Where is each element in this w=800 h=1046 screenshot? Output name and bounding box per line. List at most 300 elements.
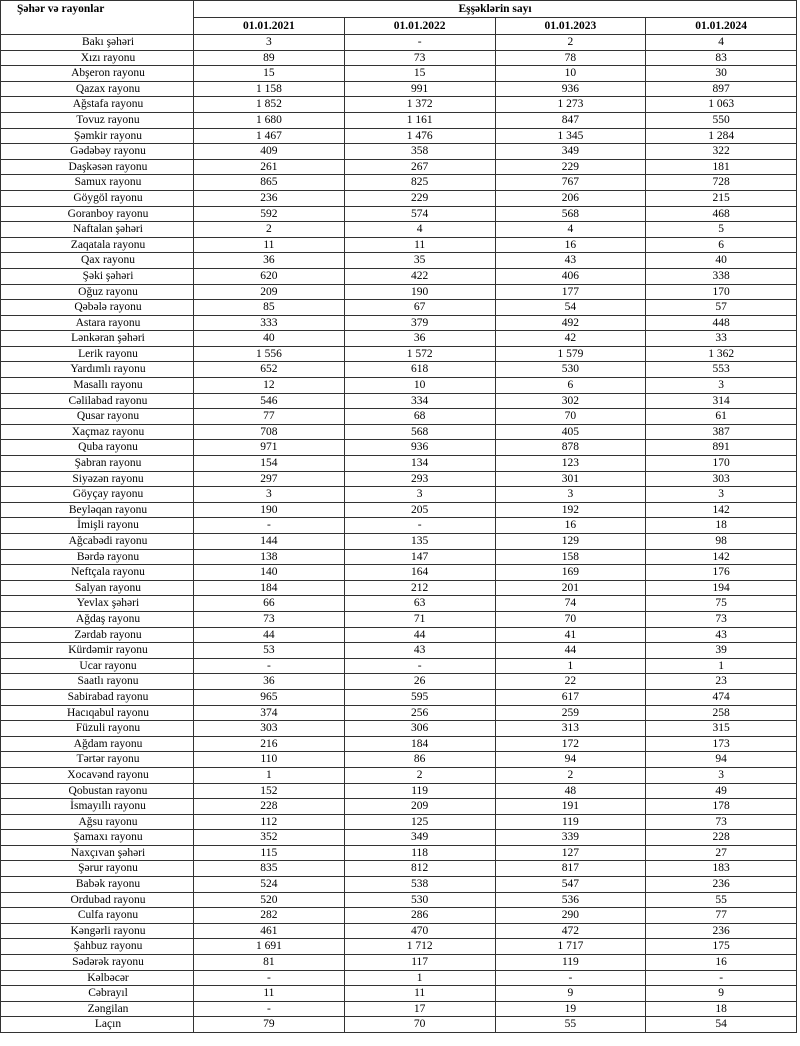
count-cell: 123 <box>495 456 646 472</box>
count-cell: 70 <box>344 1017 495 1033</box>
count-cell: 592 <box>194 206 345 222</box>
table-row <box>1 923 797 939</box>
region-name-cell: Saatlı rayonu <box>1 674 194 690</box>
count-cell: 236 <box>646 923 797 939</box>
count-cell: 991 <box>344 81 495 97</box>
count-cell: 30 <box>646 66 797 82</box>
count-cell: 11 <box>194 986 345 1002</box>
region-name-cell: Lənkəran şəhəri <box>1 331 194 347</box>
table-row <box>1 845 797 861</box>
count-cell: 1 <box>495 658 646 674</box>
count-cell: 339 <box>495 830 646 846</box>
count-cell: 119 <box>495 955 646 971</box>
count-cell: 468 <box>646 206 797 222</box>
table-row <box>1 440 797 456</box>
count-cell: 209 <box>344 799 495 815</box>
count-cell: - <box>344 518 495 534</box>
count-cell: 448 <box>646 315 797 331</box>
count-cell: 147 <box>344 549 495 565</box>
header-year: 01.01.2023 <box>495 18 646 35</box>
table-row <box>1 518 797 534</box>
region-name-cell: Şabran rayonu <box>1 456 194 472</box>
region-name-cell: Samux rayonu <box>1 175 194 191</box>
region-name-cell: Kəngərli rayonu <box>1 923 194 939</box>
count-cell: 3 <box>194 487 345 503</box>
count-cell: 33 <box>646 331 797 347</box>
count-cell: 574 <box>344 206 495 222</box>
count-cell: 73 <box>344 50 495 66</box>
count-cell: 936 <box>495 81 646 97</box>
region-name-cell: Qusar rayonu <box>1 409 194 425</box>
count-cell: 177 <box>495 284 646 300</box>
count-cell: 2 <box>495 35 646 51</box>
count-cell: - <box>194 1001 345 1017</box>
count-cell: 236 <box>646 877 797 893</box>
region-name-cell: Xocavənd rayonu <box>1 767 194 783</box>
region-name-cell: Cəlilabad rayonu <box>1 393 194 409</box>
count-cell: 43 <box>344 643 495 659</box>
count-cell: 184 <box>344 736 495 752</box>
table-row <box>1 268 797 284</box>
count-cell: 322 <box>646 144 797 160</box>
count-cell: 1 467 <box>194 128 345 144</box>
table-row <box>1 315 797 331</box>
table-row <box>1 783 797 799</box>
count-cell: 524 <box>194 877 345 893</box>
count-cell: 334 <box>344 393 495 409</box>
count-cell: 170 <box>646 456 797 472</box>
region-name-cell: Şəmkir rayonu <box>1 128 194 144</box>
region-name-cell: Ucar rayonu <box>1 658 194 674</box>
count-cell: 112 <box>194 814 345 830</box>
table-row <box>1 658 797 674</box>
count-cell: 79 <box>194 1017 345 1033</box>
count-cell: 536 <box>495 892 646 908</box>
count-cell: 259 <box>495 705 646 721</box>
count-cell: 261 <box>194 159 345 175</box>
count-cell: 6 <box>495 378 646 394</box>
table-row <box>1 300 797 316</box>
region-name-cell: Şahbuz rayonu <box>1 939 194 955</box>
table-row <box>1 487 797 503</box>
region-name-cell: Yevlax şəhəri <box>1 596 194 612</box>
region-name-cell: Xızı rayonu <box>1 50 194 66</box>
count-cell: 286 <box>344 908 495 924</box>
count-cell: 26 <box>344 674 495 690</box>
region-name-cell: Ağdaş rayonu <box>1 611 194 627</box>
count-cell: 618 <box>344 362 495 378</box>
count-cell: 547 <box>495 877 646 893</box>
count-cell: 595 <box>344 689 495 705</box>
table-row <box>1 409 797 425</box>
region-name-cell: Göyçay rayonu <box>1 487 194 503</box>
region-name-cell: Beyləqan rayonu <box>1 502 194 518</box>
count-cell: 27 <box>646 845 797 861</box>
count-cell: 78 <box>495 50 646 66</box>
count-cell: 1 680 <box>194 112 345 128</box>
count-cell: 117 <box>344 955 495 971</box>
count-cell: 1 852 <box>194 97 345 113</box>
count-cell: 119 <box>495 814 646 830</box>
region-name-cell: Şərur rayonu <box>1 861 194 877</box>
header-donkey-count: Eşşəklərin sayı <box>194 1 797 18</box>
region-name-cell: Cəbrayıl <box>1 986 194 1002</box>
count-cell: 2 <box>344 767 495 783</box>
table-row <box>1 1017 797 1033</box>
count-cell: 1 <box>344 970 495 986</box>
count-cell: 256 <box>344 705 495 721</box>
count-cell: 891 <box>646 440 797 456</box>
count-cell: 3 <box>194 35 345 51</box>
region-name-cell: Daşkəsən rayonu <box>1 159 194 175</box>
region-name-cell: Zəngilan <box>1 1001 194 1017</box>
count-cell: 409 <box>194 144 345 160</box>
region-name-cell: Bərdə rayonu <box>1 549 194 565</box>
count-cell: 1 712 <box>344 939 495 955</box>
region-name-cell: Tovuz rayonu <box>1 112 194 128</box>
count-cell: 229 <box>344 190 495 206</box>
count-cell: 16 <box>495 518 646 534</box>
region-name-cell: Laçın <box>1 1017 194 1033</box>
region-name-cell: Culfa rayonu <box>1 908 194 924</box>
table-row <box>1 35 797 51</box>
table-row <box>1 190 797 206</box>
count-cell: 75 <box>646 596 797 612</box>
count-cell: 349 <box>344 830 495 846</box>
count-cell: 201 <box>495 580 646 596</box>
table-row <box>1 237 797 253</box>
region-name-cell: Kürdəmir rayonu <box>1 643 194 659</box>
count-cell: 1 273 <box>495 97 646 113</box>
count-cell: 184 <box>194 580 345 596</box>
region-name-cell: Qəbələ rayonu <box>1 300 194 316</box>
table-row <box>1 502 797 518</box>
count-cell: 258 <box>646 705 797 721</box>
count-cell: 302 <box>495 393 646 409</box>
count-cell: 190 <box>344 284 495 300</box>
count-cell: 94 <box>646 752 797 768</box>
count-cell: 767 <box>495 175 646 191</box>
header-row-group <box>1 1 797 18</box>
count-cell: 83 <box>646 50 797 66</box>
table-row <box>1 814 797 830</box>
count-cell: 164 <box>344 565 495 581</box>
count-cell: 568 <box>344 424 495 440</box>
count-cell: 835 <box>194 861 345 877</box>
count-cell: 81 <box>194 955 345 971</box>
count-cell: 44 <box>194 627 345 643</box>
count-cell: 89 <box>194 50 345 66</box>
table-row <box>1 736 797 752</box>
count-cell: 140 <box>194 565 345 581</box>
count-cell: 520 <box>194 892 345 908</box>
count-cell: 406 <box>495 268 646 284</box>
region-name-cell: Bakı şəhəri <box>1 35 194 51</box>
count-cell: 40 <box>646 253 797 269</box>
count-cell: 175 <box>646 939 797 955</box>
table-row <box>1 222 797 238</box>
region-name-cell: Qax rayonu <box>1 253 194 269</box>
region-name-cell: Sabirabad rayonu <box>1 689 194 705</box>
region-name-cell: Ağcabədi rayonu <box>1 534 194 550</box>
count-cell: 119 <box>344 783 495 799</box>
count-cell: 144 <box>194 534 345 550</box>
count-cell: 422 <box>344 268 495 284</box>
count-cell: 847 <box>495 112 646 128</box>
count-cell: 212 <box>344 580 495 596</box>
count-cell: 1 572 <box>344 346 495 362</box>
table-row <box>1 643 797 659</box>
region-name-cell: Naftalan şəhəri <box>1 222 194 238</box>
count-cell: 2 <box>194 222 345 238</box>
count-cell: 54 <box>495 300 646 316</box>
count-cell: 550 <box>646 112 797 128</box>
count-cell: 1 579 <box>495 346 646 362</box>
table-row <box>1 596 797 612</box>
count-cell: 10 <box>495 66 646 82</box>
count-cell: 553 <box>646 362 797 378</box>
count-cell: 652 <box>194 362 345 378</box>
count-cell: 3 <box>495 487 646 503</box>
table-row <box>1 721 797 737</box>
count-cell: 18 <box>646 518 797 534</box>
count-cell: 728 <box>646 175 797 191</box>
count-cell: 1 372 <box>344 97 495 113</box>
count-cell: 44 <box>344 627 495 643</box>
count-cell: 61 <box>646 409 797 425</box>
region-name-cell: Oğuz rayonu <box>1 284 194 300</box>
count-cell: 77 <box>646 908 797 924</box>
count-cell: 1 063 <box>646 97 797 113</box>
count-cell: 6 <box>646 237 797 253</box>
region-name-cell: Kəlbəcər <box>1 970 194 986</box>
count-cell: 314 <box>646 393 797 409</box>
region-name-cell: Ordubad rayonu <box>1 892 194 908</box>
table-row <box>1 81 797 97</box>
count-cell: 39 <box>646 643 797 659</box>
table-row <box>1 705 797 721</box>
count-cell: 11 <box>344 986 495 1002</box>
count-cell: 134 <box>344 456 495 472</box>
table-row <box>1 534 797 550</box>
count-cell: 191 <box>495 799 646 815</box>
count-cell: 374 <box>194 705 345 721</box>
count-cell: 352 <box>194 830 345 846</box>
count-cell: 538 <box>344 877 495 893</box>
count-cell: 568 <box>495 206 646 222</box>
table-row <box>1 970 797 986</box>
count-cell: 172 <box>495 736 646 752</box>
count-cell: 333 <box>194 315 345 331</box>
count-cell: 53 <box>194 643 345 659</box>
count-cell: 282 <box>194 908 345 924</box>
count-cell: 135 <box>344 534 495 550</box>
count-cell: 55 <box>646 892 797 908</box>
count-cell: 74 <box>495 596 646 612</box>
table-row <box>1 393 797 409</box>
count-cell: 10 <box>344 378 495 394</box>
count-cell: - <box>495 970 646 986</box>
count-cell: 41 <box>495 627 646 643</box>
count-cell: 387 <box>646 424 797 440</box>
count-cell: 127 <box>495 845 646 861</box>
count-cell: 18 <box>646 1001 797 1017</box>
region-name-cell: Neftçala rayonu <box>1 565 194 581</box>
region-name-cell: Babək rayonu <box>1 877 194 893</box>
region-name-cell: Şamaxı rayonu <box>1 830 194 846</box>
count-cell: 4 <box>344 222 495 238</box>
count-cell: 1 556 <box>194 346 345 362</box>
region-name-cell: İsmayıllı rayonu <box>1 799 194 815</box>
table-row <box>1 877 797 893</box>
table-row <box>1 580 797 596</box>
count-cell: 1 362 <box>646 346 797 362</box>
region-name-cell: Göygöl rayonu <box>1 190 194 206</box>
count-cell: 49 <box>646 783 797 799</box>
count-cell: 1 691 <box>194 939 345 955</box>
count-cell: 267 <box>344 159 495 175</box>
count-cell: 125 <box>344 814 495 830</box>
count-cell: 43 <box>646 627 797 643</box>
count-cell: 3 <box>646 487 797 503</box>
count-cell: 865 <box>194 175 345 191</box>
region-name-cell: Zaqatala rayonu <box>1 237 194 253</box>
count-cell: 897 <box>646 81 797 97</box>
region-name-cell: Tərtər rayonu <box>1 752 194 768</box>
count-cell: 474 <box>646 689 797 705</box>
count-cell: 405 <box>495 424 646 440</box>
table-row <box>1 908 797 924</box>
count-cell: 142 <box>646 502 797 518</box>
count-cell: 530 <box>344 892 495 908</box>
count-cell: 11 <box>194 237 345 253</box>
region-name-cell: Siyəzən rayonu <box>1 471 194 487</box>
count-cell: 338 <box>646 268 797 284</box>
table-row <box>1 331 797 347</box>
count-cell: 11 <box>344 237 495 253</box>
count-cell: 129 <box>495 534 646 550</box>
table-row <box>1 424 797 440</box>
count-cell: 290 <box>495 908 646 924</box>
count-cell: 206 <box>495 190 646 206</box>
count-cell: 142 <box>646 549 797 565</box>
region-name-cell: Ağdam rayonu <box>1 736 194 752</box>
count-cell: 4 <box>495 222 646 238</box>
table-row <box>1 830 797 846</box>
count-cell: 209 <box>194 284 345 300</box>
table-row <box>1 752 797 768</box>
region-name-cell: Astara rayonu <box>1 315 194 331</box>
count-cell: 73 <box>646 814 797 830</box>
count-cell: 303 <box>194 721 345 737</box>
count-cell: 293 <box>344 471 495 487</box>
count-cell: 379 <box>344 315 495 331</box>
table-row <box>1 175 797 191</box>
count-cell: 66 <box>194 596 345 612</box>
count-cell: 170 <box>646 284 797 300</box>
table-row <box>1 892 797 908</box>
table-row <box>1 253 797 269</box>
count-cell: 67 <box>344 300 495 316</box>
count-cell: 1 717 <box>495 939 646 955</box>
count-cell: 620 <box>194 268 345 284</box>
table-row <box>1 456 797 472</box>
count-cell: 36 <box>194 253 345 269</box>
table-row <box>1 112 797 128</box>
count-cell: 530 <box>495 362 646 378</box>
count-cell: 546 <box>194 393 345 409</box>
count-cell: 9 <box>646 986 797 1002</box>
count-cell: 22 <box>495 674 646 690</box>
count-cell: 470 <box>344 923 495 939</box>
count-cell: 3 <box>344 487 495 503</box>
count-cell: - <box>344 658 495 674</box>
count-cell: 306 <box>344 721 495 737</box>
count-cell: 205 <box>344 502 495 518</box>
count-cell: 158 <box>495 549 646 565</box>
count-cell: 9 <box>495 986 646 1002</box>
count-cell: 349 <box>495 144 646 160</box>
count-cell: 138 <box>194 549 345 565</box>
table-row <box>1 346 797 362</box>
count-cell: 1 <box>194 767 345 783</box>
count-cell: 3 <box>646 378 797 394</box>
region-name-cell: Şəki şəhəri <box>1 268 194 284</box>
region-name-cell: Ağstafa rayonu <box>1 97 194 113</box>
count-cell: 313 <box>495 721 646 737</box>
count-cell: 965 <box>194 689 345 705</box>
header-year: 01.01.2024 <box>646 18 797 35</box>
count-cell: 68 <box>344 409 495 425</box>
count-cell: 215 <box>646 190 797 206</box>
count-cell: 63 <box>344 596 495 612</box>
table-row <box>1 674 797 690</box>
table-row <box>1 144 797 160</box>
count-cell: 42 <box>495 331 646 347</box>
count-cell: 825 <box>344 175 495 191</box>
count-cell: 54 <box>646 1017 797 1033</box>
count-cell: 492 <box>495 315 646 331</box>
count-cell: 708 <box>194 424 345 440</box>
count-cell: 971 <box>194 440 345 456</box>
region-name-cell: Füzuli rayonu <box>1 721 194 737</box>
table-row <box>1 128 797 144</box>
region-name-cell: Sədərək rayonu <box>1 955 194 971</box>
count-cell: 169 <box>495 565 646 581</box>
table-row <box>1 955 797 971</box>
table-row <box>1 565 797 581</box>
count-cell: 154 <box>194 456 345 472</box>
table-row <box>1 159 797 175</box>
header-region-column: Şəhər və rayonlar <box>1 1 194 35</box>
table-row <box>1 627 797 643</box>
count-cell: 36 <box>344 331 495 347</box>
table-row <box>1 206 797 222</box>
count-cell: 812 <box>344 861 495 877</box>
table-row <box>1 986 797 1002</box>
count-cell: 73 <box>194 611 345 627</box>
count-cell: - <box>194 518 345 534</box>
table-row <box>1 799 797 815</box>
table-row <box>1 549 797 565</box>
count-cell: 71 <box>344 611 495 627</box>
count-cell: 176 <box>646 565 797 581</box>
count-cell: 190 <box>194 502 345 518</box>
count-cell: 98 <box>646 534 797 550</box>
count-cell: - <box>194 970 345 986</box>
count-cell: 48 <box>495 783 646 799</box>
count-cell: 183 <box>646 861 797 877</box>
